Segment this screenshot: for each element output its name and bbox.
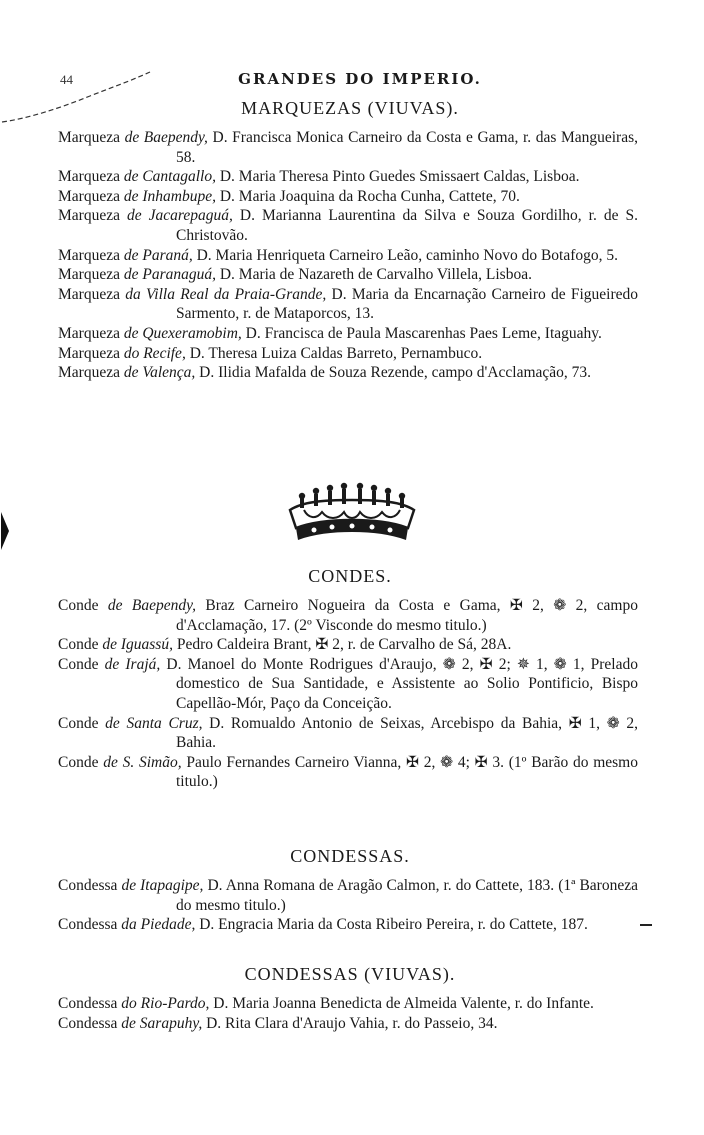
list-item: Conde de Baependy, Braz Carneiro Nogueira da Costa e Gama, ✠ 2, ❁ 2, campo d'Acclamação, 17. (2º Visconde do mesmo titulo.) <box>58 597 638 634</box>
list-item: Condessa de Itapagipe, D. Anna Romana de Aragão Calmon, r. do Cattete, 183. (1ª Baroneza do mesmo titulo.) <box>58 877 638 914</box>
entries-condes <box>58 596 638 792</box>
list-item: Marqueza do Recife, D. Theresa Luiza Caldas Barreto, Pernambuco. <box>58 344 483 362</box>
list-item: Marqueza de Inhambupe, D. Maria Joaquina da Rocha Cunha, Cattete, 70. <box>58 187 520 205</box>
list-item: Marqueza de Baependy, D. Francisca Monica Carneiro da Costa e Gama, r. das Mangueiras, 58. <box>58 129 639 166</box>
section-title-condessas-viuvas: CONDESSAS (VIUVAS). <box>244 964 456 984</box>
page-number: 44 <box>60 72 73 87</box>
entries-marquezas-viuvas <box>58 128 638 383</box>
list-item: Marqueza de Paraná, D. Maria Henriqueta Carneiro Leão, caminho Novo do Botafogo, 5. <box>58 246 619 264</box>
running-title: GRANDES DO IMPERIO. <box>238 70 482 88</box>
list-item: Conde de Iguassú, Pedro Caldeira Brant, ✠ 2, r. de Carvalho de Sá, 28A. <box>58 636 512 654</box>
list-item: Marqueza de Valença, D. Ilidia Mafalda de Souza Rezende, campo d'Acclamação, 73. <box>58 364 592 382</box>
entries-condessas-viuvas <box>58 994 638 1033</box>
list-item: Conde de Santa Cruz, D. Romualdo Antonio de Seixas, Arcebispo da Bahia, ✠ 1, ❁ 2, Bahia. <box>58 714 639 752</box>
list-item: Marqueza de Cantagallo, D. Maria Theresa Pinto Guedes Smissaert Caldas, Lisboa. <box>58 168 580 186</box>
list-item: Condessa da Piedade, D. Engracia Maria da Costa Ribeiro Pereira, r. do Cattete, 187. <box>58 916 588 934</box>
margin-dash-mark <box>640 924 652 926</box>
margin-arrow-mark <box>0 512 10 550</box>
list-item: Marqueza de Paranaguá, D. Maria de Nazareth de Carvalho Villela, Lisboa. <box>58 266 532 284</box>
section-title-condes: CONDES. <box>308 566 392 586</box>
section-title-condessas: CONDESSAS. <box>290 846 410 866</box>
list-item: Marqueza de Jacarepaguá, D. Marianna Laurentina da Silva e Souza Gordilho, r. de S. Christovão. <box>58 207 638 244</box>
list-item: Conde de S. Simão, Paulo Fernandes Carneiro Vianna, ✠ 2, ❁ 4; ✠ 3. (1º Barão do mesmo titulo.) <box>58 753 638 791</box>
list-item: Marqueza de Quexeramobim, D. Francisca de Paula Mascarenhas Paes Leme, Itaguahy. <box>58 324 602 342</box>
entries-condessas <box>58 876 638 935</box>
section-title-marquezas-viuvas: MARQUEZAS (VIUVAS). <box>241 98 459 118</box>
crown-ornament-icon <box>282 482 422 554</box>
list-item: Condessa de Sarapuhy, D. Rita Clara d'Araujo Vahia, r. do Passeio, 34. <box>58 1014 498 1032</box>
list-item: Condessa do Rio-Pardo, D. Maria Joanna Benedicta de Almeida Valente, r. do Infante. <box>58 995 594 1012</box>
list-item: Marqueza da Villa Real da Praia-Grande, D. Maria da Encarnação Carneiro de Figueiredo Sarmento, r. de Mataporcos, 13. <box>58 285 639 323</box>
running-head <box>60 70 660 94</box>
list-item: Conde de Irajá, D. Manoel do Monte Rodrigues d'Araujo, ❁ 2, ✠ 2; ✵ 1, ❁ 1, Prelado domestico de Sua Santidade, e Assistente ao Solio Pontificio, Bispo Capellão-Mór, Paço da Conceição. <box>58 655 638 712</box>
